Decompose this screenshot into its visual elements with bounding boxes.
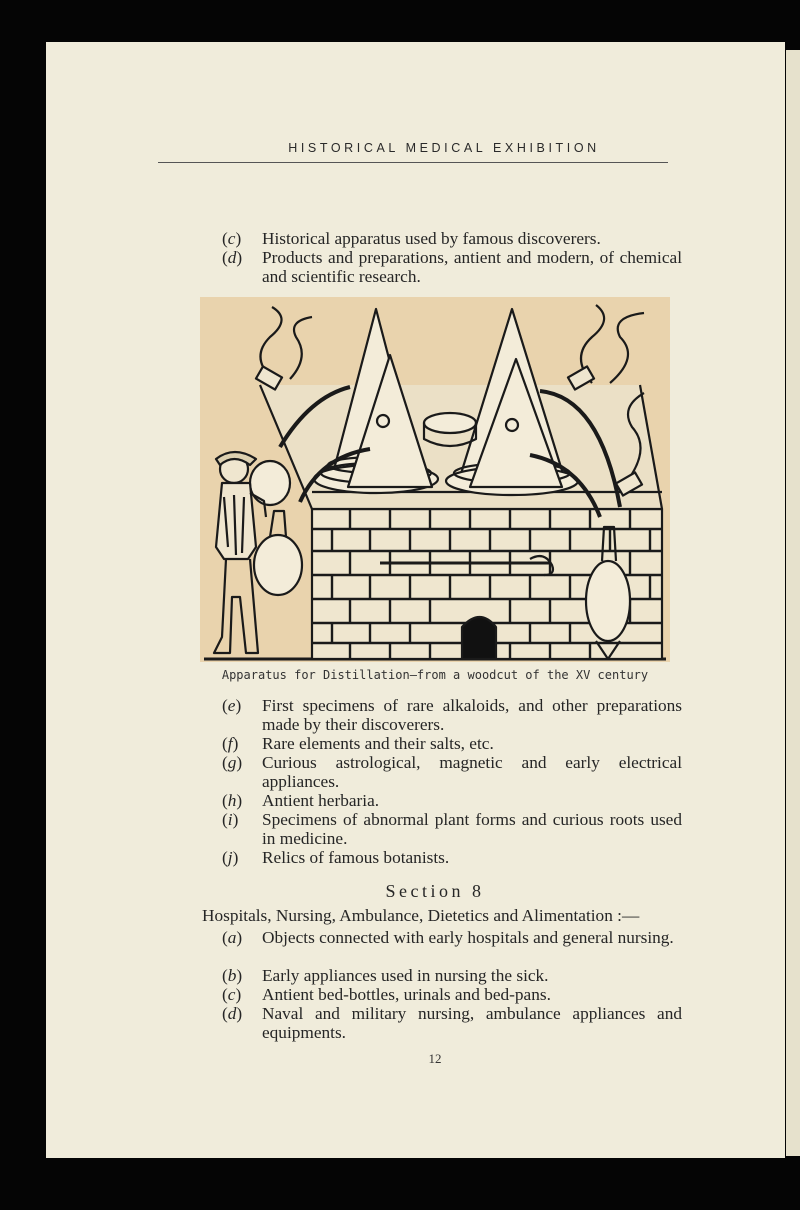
item-label: d — [227, 1004, 237, 1023]
item-label: e — [227, 696, 236, 715]
item-label: c — [227, 985, 236, 1004]
item-text: Relics of famous botanists. — [262, 848, 450, 867]
item-text: Curious astrological, magnetic and early electrical appliances. — [262, 753, 682, 791]
item-label: c — [227, 229, 236, 248]
item-label: d — [227, 248, 237, 267]
item-label: f — [227, 734, 233, 753]
list-item: (d) Products and preparations, antient and modern, of chemical and scientific research. — [222, 248, 682, 286]
item-text: Antient herbaria. — [262, 791, 380, 810]
item-label: j — [227, 848, 233, 867]
list-item: (h) Antient herbaria. — [222, 792, 672, 812]
header-rule — [158, 162, 668, 163]
item-text: Historical apparatus used by famous discoverers. — [262, 229, 601, 248]
item-text: Early appliances used in nursing the sick. — [262, 966, 549, 985]
distillation-apparatus-drawing — [200, 297, 670, 662]
item-text: Objects connected with early hospitals and general nursing. — [262, 928, 674, 947]
list-item: (g) Curious astrological, magnetic and early electrical appliances. — [222, 753, 682, 791]
item-text: Rare elements and their salts, etc. — [262, 734, 494, 753]
list-item: (b) Early appliances used in nursing the sick. — [222, 967, 672, 987]
section-intro: Hospitals, Nursing, Ambulance, Dietetics and Alimentation :— — [202, 906, 640, 925]
item-text: Antient bed-bottles, urinals and bed-pans. — [262, 985, 551, 1004]
item-label: h — [227, 791, 237, 810]
item-label: b — [227, 966, 237, 985]
item-label: a — [227, 928, 237, 947]
figure-caption: Apparatus for Distillation—from a woodcut of the XV century — [221, 668, 649, 682]
item-text: Naval and military nursing, ambulance appliances and equipments. — [262, 1004, 682, 1042]
item-text: Specimens of abnormal plant forms and curious roots used in medicine. — [262, 810, 682, 848]
item-label: g — [227, 753, 237, 772]
section-title: Section 8 — [385, 881, 485, 901]
item-label: i — [227, 810, 233, 829]
running-head: HISTORICAL MEDICAL EXHIBITION — [288, 141, 600, 155]
list-item: (c) Antient bed-bottles, urinals and bed-pans. — [222, 986, 672, 1006]
list-item: (d) Naval and military nursing, ambulance appliances and equipments. — [222, 1004, 682, 1042]
page-number: 12 — [428, 1051, 442, 1066]
list-item: (a) Objects connected with early hospitals and general nursing. — [222, 929, 672, 969]
list-item: (f) Rare elements and their salts, etc. — [222, 735, 672, 755]
list-item: (e) First specimens of rare alkaloids, and other preparations made by their discoverers. — [222, 696, 682, 734]
item-text: Products and preparations, antient and modern, of chemical and scientific research. — [262, 248, 682, 286]
list-item: (j) Relics of famous botanists. — [222, 849, 672, 869]
list-item: (i) Specimens of abnormal plant forms and curious roots used in medicine. — [222, 810, 682, 848]
list-item: (c) Historical apparatus used by famous discoverers. — [222, 230, 672, 250]
woodcut-illustration — [200, 297, 670, 662]
next-page-edge — [786, 50, 800, 1156]
item-text: First specimens of rare alkaloids, and other preparations made by their discoverers. — [262, 696, 682, 734]
